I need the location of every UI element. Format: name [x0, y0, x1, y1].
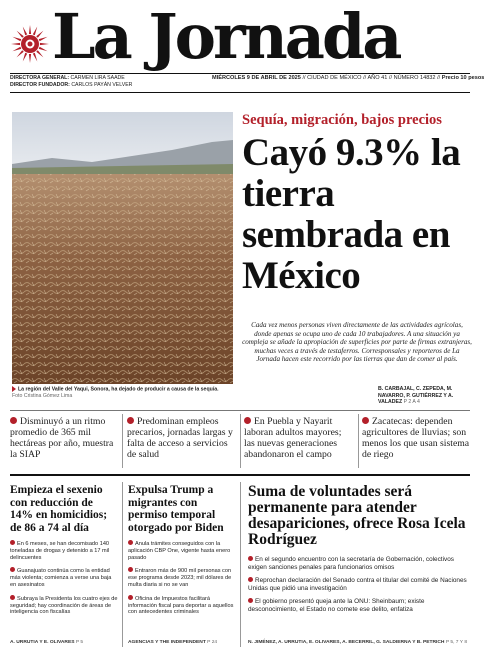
lead-kicker: Sequía, migración, bajos precios — [242, 112, 442, 128]
story-bullet: Entraron más de 900 mil personas con ese programa desde 2023; mil dólares de multa diaria si no se van — [128, 568, 232, 588]
sun-ray — [33, 26, 37, 35]
bullet-icon — [128, 595, 133, 600]
lead-headline: Cayó 9.3% la tierra sembrada en México — [242, 131, 461, 297]
sun-ray — [23, 53, 27, 62]
sun-ray — [17, 50, 24, 57]
newspaper-logo: La Jornada — [52, 0, 400, 73]
sun-ray — [29, 25, 31, 34]
story-bullet: Subraya la Presidenta los cuatro ejes de seguridad; hay coordinación de áreas de inteligencia con fiscalías — [10, 595, 118, 616]
photo-caption: La región del Valle del Yaqui, Sonora, ha dejado de producir a causa de la sequía. Foto Cristina Gómez Lima — [12, 386, 219, 399]
sun-logo-icon — [10, 24, 50, 64]
story-bullet: Guanajuato continúa como la entidad más violenta; comienza a verse una baja en asesinatos — [10, 568, 112, 588]
sun-ray — [33, 53, 37, 62]
masthead — [0, 0, 480, 74]
bullet-icon — [128, 540, 133, 545]
secondary-item: Zacatecas: dependen agricultores de lluvias; son menos los que usan sistema de riego — [362, 416, 470, 460]
bullet-icon — [10, 567, 15, 572]
secondary-item: Predominan empleos precarios, jornadas largas y falta de acceso a servicios de salud — [127, 416, 233, 460]
staff-box — [10, 75, 132, 89]
bullet-icon — [248, 556, 253, 561]
staff-line: DIRECTORA GENERAL: CARMEN LIRA SAADE — [10, 75, 125, 81]
story-byline: AGENCIAS Y THE INDEPENDENT P 24 — [128, 640, 218, 645]
sun-ray — [12, 37, 21, 41]
dateline-rule — [10, 92, 470, 93]
masthead-rule — [10, 73, 470, 74]
sun-ray — [29, 54, 31, 63]
bullet-icon — [248, 577, 253, 582]
bullet-icon — [10, 595, 15, 600]
staff-line: DIRECTOR FUNDADOR: CARLOS PAYÁN VELVER — [10, 82, 133, 88]
year: AÑO 41 — [367, 75, 388, 81]
secondary-item: En Puebla y Nayarit laboran adultos mayores; las nuevas generaciones abandonaron el campo — [244, 416, 342, 460]
story-bullet: Reprochan declaración del Senado contra el titular del comité de Naciones Unidas que pidió una investigación — [248, 577, 467, 592]
lead-byline: B. CARBAJAL, C. ZEPEDA, M. NAVARRO, P. GUTIÉRREZ Y A. VALADEZ P 2 A 4 — [378, 386, 454, 405]
sun-ray — [12, 47, 21, 51]
bullet-icon — [244, 417, 251, 424]
story-byline: A. URRUTIA Y E. OLIVARES P 5 — [10, 640, 84, 645]
bullet-icon — [248, 598, 253, 603]
story-bullet: Anula trámites conseguidos con la aplicación CBP One, vigente hasta enero pasado — [128, 541, 231, 561]
sun-ray — [39, 47, 48, 51]
section-rule — [10, 474, 470, 476]
caption-arrow-icon — [12, 386, 16, 392]
secondary-item: Disminuyó a un ritmo promedio de 365 mil hectáreas por año, muestra la SIAP — [10, 416, 114, 460]
bullet-icon — [10, 417, 17, 424]
story-migrantes — [128, 484, 234, 616]
lead-deck: Cada vez menos personas viven directamente de las actividades agrícolas, donde apenas se ocupa uno de cada 10 trabajadores. A una situación ya compleja se añade la apropiación de superficies por parte de firmas extranjeras, muchas veces a través de testaferros. Corresponsales y reporteros de La Jornada hacen este recorrido por las tierras que dan de comer al país. — [242, 321, 472, 364]
issue-number: NÚMERO 14832 — [393, 75, 436, 81]
sun-ray — [36, 50, 43, 57]
sun-ray — [39, 37, 48, 41]
bullet-icon — [10, 540, 15, 545]
price: Precio 10 pesos — [441, 75, 484, 81]
lead-rule — [10, 410, 470, 411]
sun-ray — [17, 31, 24, 38]
story-bullet: En 6 meses, se han decomisado 140 toneladas de drogas y detenido a 17 mil delincuentes — [10, 541, 110, 561]
column-divider — [122, 414, 123, 468]
story-bullet: En el segundo encuentro con la secretaría de Gobernación, colectivos exigen sanciones penales para funcionarios omisos — [248, 556, 454, 571]
story-headline: Suma de voluntades será permanente para atender desapariciones, ofrece Rosa Icela Rodríguez — [248, 483, 466, 548]
dateline: MIÉRCOLES 9 DE ABRIL DE 2025 // CIUDAD DE MÉXICO // AÑO 41 // NÚMERO 14832 // Precio 10 pesos — [212, 75, 484, 81]
bullet-icon — [127, 417, 134, 424]
column-divider — [240, 482, 241, 647]
story-headline: Empieza el sexenio con reducción de 14% en homicidios; de 86 a 74 al día — [10, 484, 108, 534]
column-divider — [122, 482, 123, 647]
column-divider — [358, 414, 359, 468]
story-desapariciones — [248, 484, 472, 614]
lead-photo — [12, 112, 233, 384]
story-headline: Expulsa Trump a migrantes con permiso temporal otorgado por Biden — [128, 484, 224, 534]
bullet-icon — [128, 567, 133, 572]
date: MIÉRCOLES 9 DE ABRIL DE 2025 — [212, 75, 301, 81]
bullet-icon — [362, 417, 369, 424]
story-bullet: Oficina de Impuestos facilitará información fiscal para deportar a aquellos con antecedentes criminales — [128, 595, 234, 616]
story-bullet: El gobierno presentó queja ante la ONU: Sheinbaum; existe desconocimiento, el Estado no comete ese delito, enfatiza — [248, 598, 425, 613]
city: CIUDAD DE MÉXICO — [307, 75, 362, 81]
story-homicidios — [10, 484, 118, 616]
sun-ray — [23, 26, 27, 35]
column-divider — [240, 414, 241, 468]
sun-ray — [11, 43, 20, 45]
sun-ray — [40, 43, 49, 45]
photo-credit: Foto Cristina Gómez Lima — [12, 392, 73, 399]
sun-ray — [36, 31, 43, 38]
story-byline: N. JIMÉNEZ, A. URRUTIA, E. OLIVARES, A. BECERRIL, G. SALDIERNA Y B. PETRICH P 5, 7 Y 8 — [248, 640, 468, 645]
